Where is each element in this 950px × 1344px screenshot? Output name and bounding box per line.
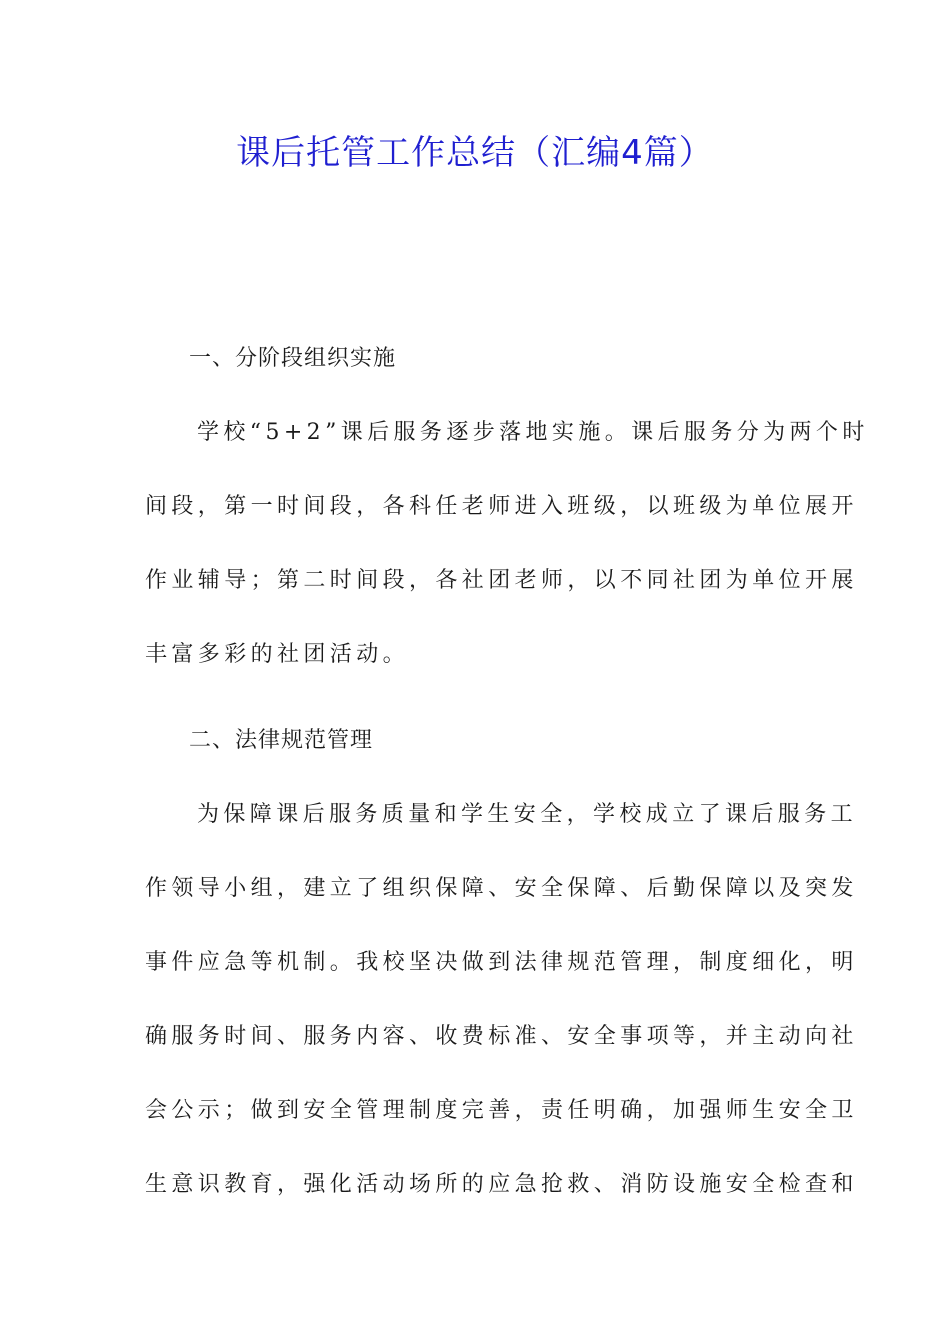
document-body xyxy=(145,334,869,1246)
section-heading-1: 一、分阶段组织实施 xyxy=(189,346,397,371)
paragraph-line: 确服务时间、服务内容、收费标准、安全事项等，并主动向社 xyxy=(145,1024,858,1049)
paragraph-line: 事件应急等机制。我校坚决做到法律规范管理，制度细化，明 xyxy=(145,950,858,975)
paragraph-line: 丰富多彩的社团活动。 xyxy=(145,642,410,667)
paragraph-line: 生意识教育，强化活动场所的应急抢救、消防设施安全检查和 xyxy=(145,1172,858,1197)
section-1-paragraph xyxy=(145,396,869,692)
paragraph-line: 学校“5+2”课后服务逐步落地实施。课后服务分为两个时 xyxy=(197,420,869,445)
paragraph-line: 作领导小组，建立了组织保障、安全保障、后勤保障以及突发 xyxy=(145,876,858,901)
paragraph-line: 为保障课后服务质量和学生安全，学校成立了课后服务工 xyxy=(197,802,858,827)
document-title: 课后托管工作总结（汇编4篇） xyxy=(236,133,714,173)
paragraph-line: 间段，第一时间段，各科任老师进入班级，以班级为单位展开 xyxy=(145,494,858,519)
section-2-paragraph xyxy=(145,778,858,1222)
paragraph-line: 作业辅导；第二时间段，各社团老师，以不同社团为单位开展 xyxy=(145,568,858,593)
section-heading-2: 二、法律规范管理 xyxy=(189,728,374,753)
paragraph-line: 会公示；做到安全管理制度完善，责任明确，加强师生安全卫 xyxy=(145,1098,858,1123)
